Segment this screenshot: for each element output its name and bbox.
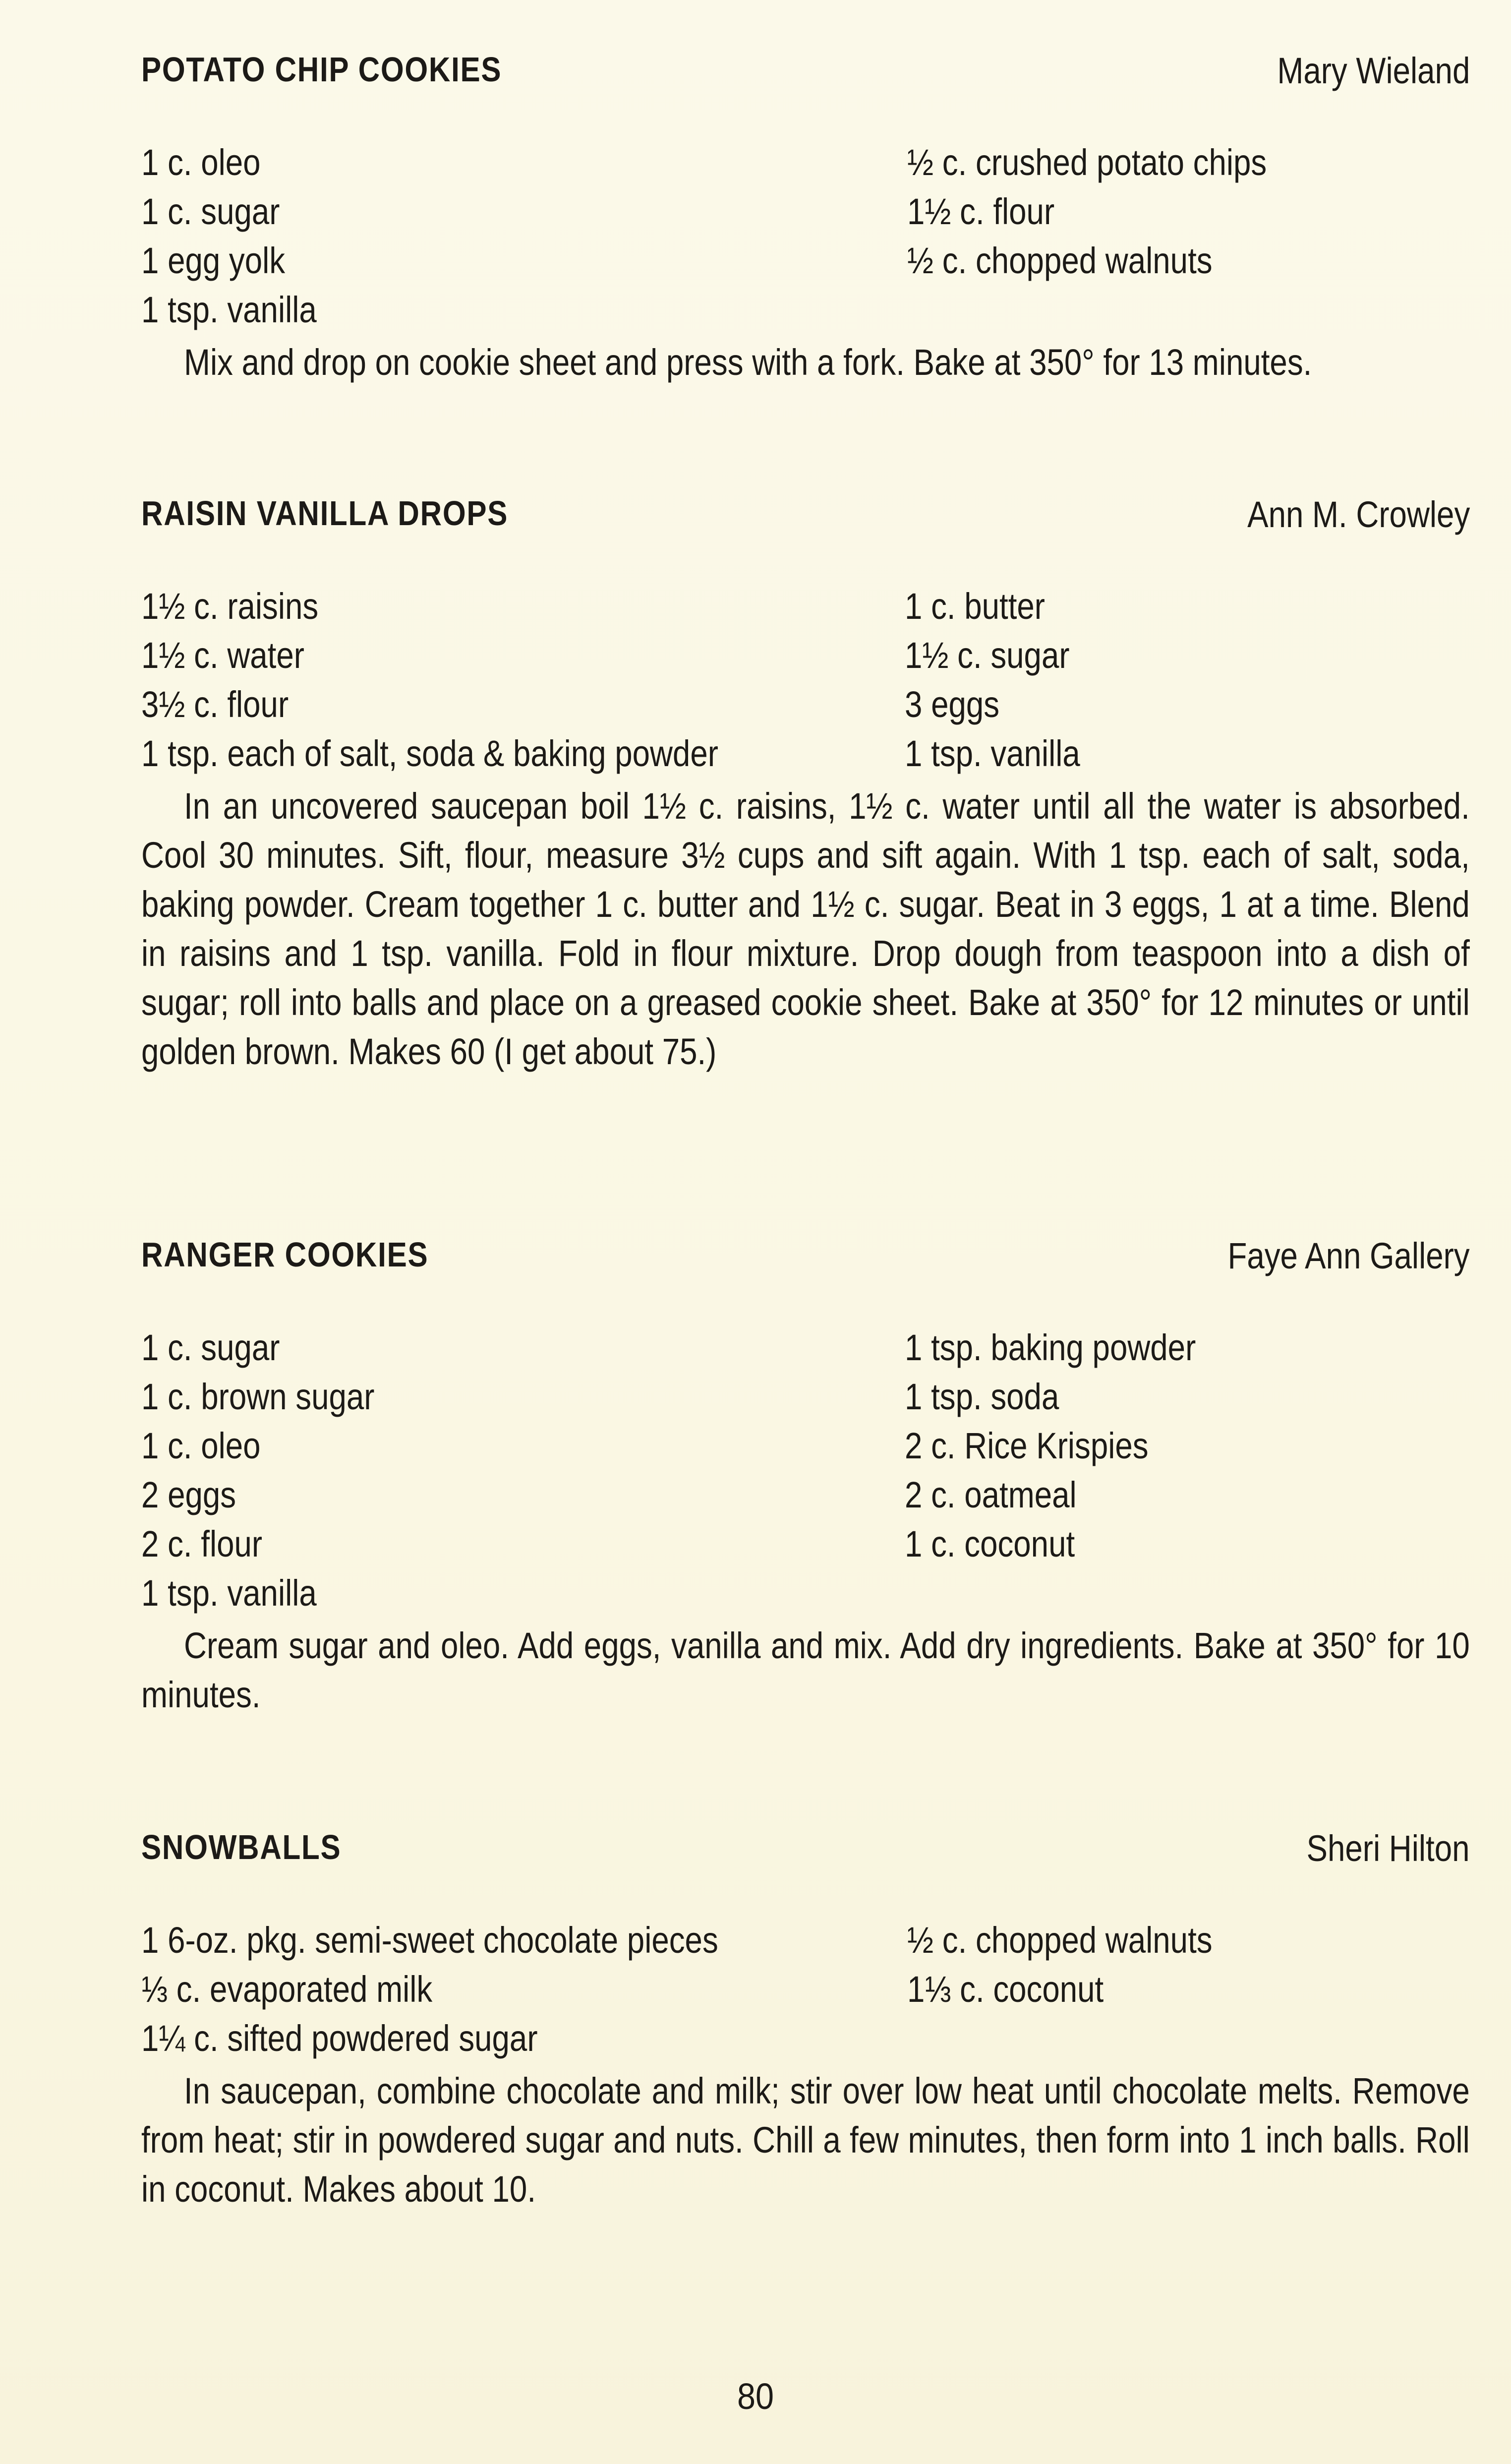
ingredient-row bbox=[141, 240, 1470, 289]
ingredient: ½ c. crushed potato chips bbox=[907, 142, 1267, 183]
recipe-directions: In an uncovered saucepan boil 1½ c. raisins, 1½ c. water until all the water is absorbed. Cool 30 minutes. Sift, flour, measure 3½ cups and sift again. With 1 tsp. each of salt, soda, baking powder. Cream together 1 c. butter and 1½ c. sugar. Beat in 3 eggs, 1 at a time. Blend in raisins and 1 tsp. vanilla. Fold in flour mixture. Drop dough from teaspoon into a dish of sugar; roll into balls and place on a greased cookie sheet. Bake at 350° for 12 minutes or until golden brown. Makes 60 (I get about 75.) bbox=[141, 785, 1470, 1072]
ingredient-row bbox=[141, 141, 1470, 190]
recipe-author: Faye Ann Gallery bbox=[1227, 1235, 1470, 1276]
ingredient-row bbox=[141, 2017, 1470, 2066]
ingredient-list bbox=[141, 141, 1470, 338]
ingredient: 1 tsp. vanilla bbox=[141, 1572, 317, 1614]
ingredient: 2 eggs bbox=[141, 1474, 236, 1515]
ingredient: 1 tsp. each of salt, soda & baking powder bbox=[141, 733, 718, 774]
recipe-raisin-vanilla-drops bbox=[141, 493, 1470, 1076]
ingredient-row bbox=[141, 1474, 1470, 1523]
ingredient-row bbox=[141, 1376, 1470, 1425]
ingredient-row bbox=[141, 1919, 1470, 1968]
recipe-author: Sheri Hilton bbox=[1307, 1828, 1470, 1869]
ingredient-row bbox=[141, 1968, 1470, 2017]
recipe-header bbox=[141, 1235, 1470, 1289]
recipe-header bbox=[141, 50, 1470, 104]
ingredient: ½ c. chopped walnuts bbox=[907, 240, 1213, 281]
ingredient-row bbox=[141, 634, 1470, 683]
page-number: 80 bbox=[737, 2376, 774, 2417]
ingredient: 1½ c. sugar bbox=[905, 635, 1070, 676]
recipe-author: Mary Wieland bbox=[1277, 50, 1470, 91]
ingredient: 1⅓ c. coconut bbox=[907, 1969, 1104, 2010]
recipe-title: SNOWBALLS bbox=[141, 1828, 342, 1866]
ingredient-row bbox=[141, 1523, 1470, 1572]
ingredient: 1 tsp. baking powder bbox=[905, 1327, 1196, 1368]
recipe-header bbox=[141, 1827, 1470, 1882]
recipe-directions: Cream sugar and oleo. Add eggs, vanilla and mix. Add dry ingredients. Bake at 350° for 10 minutes. bbox=[141, 1625, 1470, 1715]
ingredient: 2 c. Rice Krispies bbox=[905, 1425, 1149, 1466]
recipe-directions: In saucepan, combine chocolate and milk; stir over low heat until chocolate melts. Remove from heat; stir in powdered sugar and nuts. Chill a few minutes, then form into 1 inch balls. Roll in coconut. Makes about 10. bbox=[141, 2070, 1470, 2210]
ingredient: 1 tsp. vanilla bbox=[905, 733, 1080, 774]
ingredient: 1 c. sugar bbox=[141, 1327, 280, 1368]
ingredient: ½ c. chopped walnuts bbox=[907, 1920, 1213, 1961]
ingredient: 1 egg yolk bbox=[141, 240, 286, 281]
ingredient: 1 6-oz. pkg. semi-sweet chocolate pieces bbox=[141, 1920, 718, 1961]
recipe-potato-chip-cookies bbox=[141, 50, 1470, 387]
recipe-snowballs bbox=[141, 1827, 1470, 2214]
recipe-author: Ann M. Crowley bbox=[1247, 494, 1470, 535]
ingredient: ⅓ c. evaporated milk bbox=[141, 1969, 433, 2010]
ingredient-row bbox=[141, 1425, 1470, 1474]
ingredient: 2 c. flour bbox=[141, 1523, 263, 1564]
recipe-title: RAISIN VANILLA DROPS bbox=[141, 494, 509, 533]
ingredient: 1 tsp. vanilla bbox=[141, 289, 317, 330]
ingredient-row bbox=[141, 1326, 1470, 1376]
ingredient: 1 c. butter bbox=[905, 586, 1045, 627]
ingredient: 1½ c. water bbox=[141, 635, 304, 676]
ingredient: 1½ c. flour bbox=[907, 191, 1055, 232]
ingredient-row bbox=[141, 683, 1470, 732]
ingredient: 1 tsp. soda bbox=[905, 1376, 1059, 1417]
ingredient: 1 c. sugar bbox=[141, 191, 280, 232]
ingredient: 1 c. brown sugar bbox=[141, 1376, 375, 1417]
ingredient: 1 c. coconut bbox=[905, 1523, 1075, 1564]
ingredient-row bbox=[141, 289, 1470, 338]
ingredient-list bbox=[141, 1326, 1470, 1621]
recipe-title: POTATO CHIP COOKIES bbox=[141, 50, 502, 89]
recipe-header bbox=[141, 493, 1470, 548]
recipe-ranger-cookies bbox=[141, 1235, 1470, 1719]
ingredient: 3½ c. flour bbox=[141, 684, 289, 725]
ingredient-row bbox=[141, 585, 1470, 634]
ingredient-row bbox=[141, 1572, 1470, 1621]
recipe-title: RANGER COOKIES bbox=[141, 1235, 429, 1274]
ingredient: 1 c. oleo bbox=[141, 1425, 261, 1466]
recipe-directions: Mix and drop on cookie sheet and press with a fork. Bake at 350° for 13 minutes. bbox=[184, 342, 1312, 383]
ingredient: 1½ c. raisins bbox=[141, 586, 319, 627]
ingredient: 3 eggs bbox=[905, 684, 1000, 725]
ingredient-list bbox=[141, 585, 1470, 781]
ingredient-row bbox=[141, 732, 1470, 781]
ingredient: 1¼ c. sifted powdered sugar bbox=[141, 2018, 538, 2059]
ingredient: 2 c. oatmeal bbox=[905, 1474, 1077, 1515]
ingredient-row bbox=[141, 190, 1470, 240]
ingredient: 1 c. oleo bbox=[141, 142, 261, 183]
ingredient-list bbox=[141, 1919, 1470, 2066]
